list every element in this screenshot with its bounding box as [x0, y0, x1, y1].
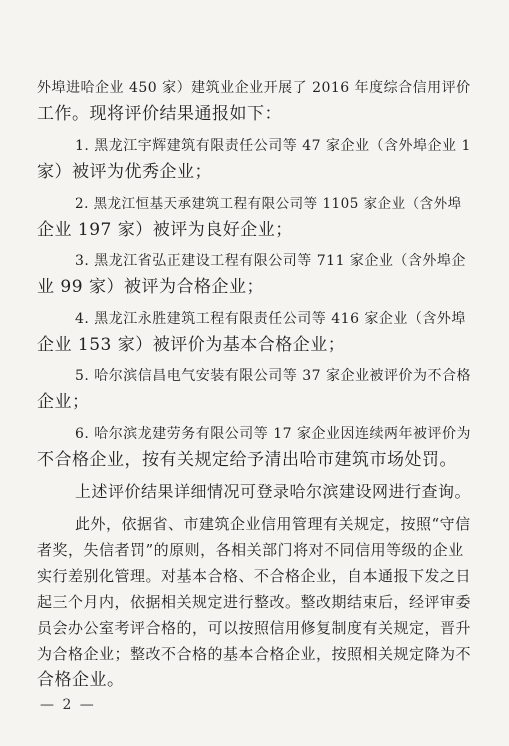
text-line: 4. 黑龙江永胜建筑工程有限责任公司等 416 家企业（含外埠 — [75, 311, 466, 327]
text-line: 家）被评为优秀企业； — [37, 162, 212, 182]
text-line: 员会办公室考评合格的，可以按照信用修复制度有关规定，晋升 — [37, 619, 472, 637]
text-line: 此外，依据省、市建筑企业信用管理有关规定，按照“守信 — [75, 515, 471, 533]
text-line: 实行差别化管理。对基本合格、不合格企业，自本通报下发之日 — [37, 567, 472, 585]
text-line: 2. 黑龙江恒基天承建筑工程有限公司等 1105 家企业（含外埠 — [75, 196, 462, 212]
page-number: — 2 — — [40, 697, 96, 713]
text-line: 起三个月内，依据相关规定进行整改。整改期结束后，经评审委 — [37, 593, 472, 611]
text-line: 上述评价结果详细情况可登录哈尔滨建设网进行查询。 — [75, 482, 472, 501]
text-line: 合格企业。 — [37, 670, 125, 690]
text-line: 业 99 家）被评为合格企业； — [37, 277, 264, 297]
text-line: 1. 黑龙江宇辉建筑有限责任公司等 47 家企业（含外埠企业 1 — [75, 138, 471, 154]
text-line: 企业 197 家）被评为良好企业； — [37, 220, 293, 240]
text-line: 不合格企业，按有关规定给予清出哈市建筑市场处罚。 — [37, 450, 457, 470]
text-line: 企业； — [37, 392, 90, 412]
text-line: 企业 153 家）被评价为基本合格企业； — [37, 335, 346, 355]
text-line: 者奖，失信者罚”的原则，各相关部门将对不同信用等级的企业 — [37, 541, 464, 559]
text-line: 3. 黑龙江省弘正建设工程有限公司等 711 家企业（含外埠企 — [75, 253, 466, 269]
text-line: 6. 哈尔滨龙建劳务有限公司等 17 家企业因连续两年被评价为 — [75, 426, 472, 442]
text-line: 外埠进哈企业 450 家）建筑业企业开展了 2016 年度综合信用评价 — [37, 80, 471, 96]
text-line: 工作。现将评价结果通报如下： — [37, 104, 282, 124]
text-line: 5. 哈尔滨信昌电气安装有限公司等 37 家企业被评价为不合格 — [75, 368, 472, 384]
text-line: 为合格企业；整改不合格的基本合格企业，按照相关规定降为不 — [37, 645, 472, 663]
